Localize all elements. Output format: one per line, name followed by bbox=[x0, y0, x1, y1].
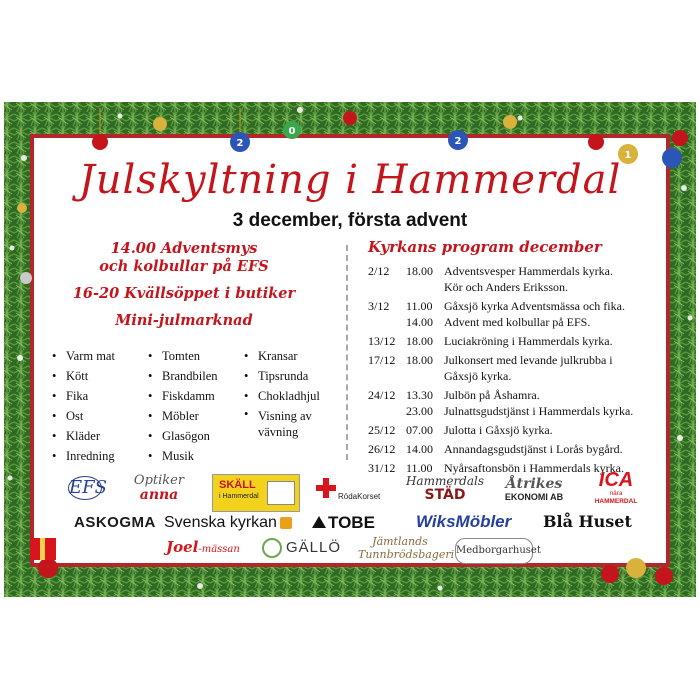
highlight-line: 14.00 Adventsmys bbox=[110, 240, 258, 257]
schedule-text: Gåxsjö kyrka Adventsmässa och fika. bbox=[444, 299, 625, 313]
schedule-text: Gåxsjö kyrka. bbox=[444, 369, 512, 383]
schedule-time: 18.00 bbox=[406, 264, 433, 278]
market-list bbox=[52, 346, 115, 466]
schedule-row bbox=[368, 403, 658, 419]
skall-logo: SKÄLL i Hammerdal bbox=[212, 474, 300, 512]
list-item: • Tipsrunda bbox=[244, 369, 309, 383]
church-schedule bbox=[368, 263, 658, 476]
schedule-date bbox=[368, 314, 406, 330]
schedule-time: 11.00 bbox=[406, 299, 433, 313]
schedule-date: 31/12 bbox=[368, 461, 396, 475]
event-highlights bbox=[38, 240, 330, 330]
crown-icon bbox=[280, 517, 292, 529]
list-item: • Tomten bbox=[148, 349, 201, 363]
schedule-row bbox=[368, 384, 658, 403]
schedule-date bbox=[368, 403, 406, 419]
schedule-text: Luciakröning i Hammerdals kyrka. bbox=[444, 334, 613, 348]
schedule-date: 3/12 bbox=[368, 299, 390, 313]
schedule-row bbox=[368, 419, 658, 438]
schedule-text: Annandagsgudstjänst i Lorås bygård. bbox=[444, 442, 623, 456]
schedule-date: 24/12 bbox=[368, 388, 396, 402]
triangle-icon bbox=[312, 516, 326, 528]
schedule-text: Julbön på Åshamra. bbox=[444, 388, 540, 402]
schedule-row bbox=[368, 263, 658, 279]
schedule-time: 07.00 bbox=[406, 423, 433, 437]
list-item: • Visning av vävning bbox=[244, 407, 312, 439]
ornament-digit: 2 bbox=[454, 136, 462, 147]
schedule-date: 17/12 bbox=[368, 353, 396, 367]
schedule-row bbox=[368, 349, 658, 368]
schedule-time: 14.00 bbox=[406, 315, 433, 329]
atrikes-ekonomi-logo: Åtrikes EKONOMI AB bbox=[504, 476, 564, 502]
market-list bbox=[244, 346, 344, 442]
ball-icon bbox=[262, 538, 282, 558]
list-item: • Ost bbox=[52, 409, 84, 423]
schedule-time: 18.00 bbox=[406, 353, 433, 367]
schedule-time: 13.30 bbox=[406, 388, 433, 402]
schedule-row bbox=[368, 295, 658, 314]
red-cross-icon bbox=[316, 478, 336, 498]
schedule-row bbox=[368, 279, 658, 295]
joel-massan-logo: Joel-mässan bbox=[166, 538, 240, 556]
list-item: • Glasögon bbox=[148, 429, 210, 443]
schedule-text: Julkonsert med levande julkrubba i bbox=[444, 353, 613, 367]
schedule-date: 25/12 bbox=[368, 423, 396, 437]
schedule-time: 11.00 bbox=[406, 461, 433, 475]
list-item: • Brandbilen bbox=[148, 369, 218, 383]
schedule-row bbox=[368, 330, 658, 349]
ornament-digit: 1 bbox=[624, 150, 632, 161]
list-item: • Varm mat bbox=[52, 349, 115, 363]
schedule-text: Julotta i Gåxsjö kyrka. bbox=[444, 423, 553, 437]
highlight-line: och kolbullar på EFS bbox=[99, 258, 269, 275]
jamtlands-tunnbrodsbageri-logo: Jämtlands Tunnbrödsbageri bbox=[358, 535, 455, 561]
schedule-text: Nyårsaftonsbön i Hammerdals kyrka. bbox=[444, 461, 624, 475]
gallo-logo: GÄLLÖ bbox=[262, 538, 341, 558]
list-item: • Kransar bbox=[244, 349, 298, 363]
schedule-date: 13/12 bbox=[368, 334, 396, 348]
svenska-kyrkan-logo: Svenska kyrkan bbox=[164, 514, 292, 532]
schedule-text: Adventsvesper Hammerdals kyrka. bbox=[444, 264, 613, 278]
ornament-digit: 2 bbox=[236, 138, 244, 149]
askogma-logo: ASKOGMA bbox=[74, 514, 156, 531]
medborgarhuset-logo: Medborgarhuset bbox=[455, 538, 533, 564]
schedule-text: Julnattsgudstjänst i Hammerdals kyrka. bbox=[444, 404, 634, 418]
schedule-time: 14.00 bbox=[406, 442, 433, 456]
highlight-line: Mini-julmarknad bbox=[115, 312, 253, 329]
poster-subtitle: 3 december, första advent bbox=[232, 210, 468, 231]
schedule-row bbox=[368, 314, 658, 330]
schedule-date bbox=[368, 279, 406, 295]
schedule-time bbox=[406, 368, 444, 384]
list-item: • Kött bbox=[52, 369, 89, 383]
market-list bbox=[148, 346, 218, 466]
wiks-mobler-logo: WiksMöbler bbox=[416, 512, 512, 531]
schedule-row bbox=[368, 438, 658, 457]
highlight-line: 16-20 Kvällsöppet i butiker bbox=[72, 285, 296, 302]
schedule-time bbox=[406, 279, 444, 295]
list-item: • Chokladhjul bbox=[244, 389, 320, 403]
ornament-digit: 0 bbox=[288, 126, 296, 137]
schedule-text: Kör och Anders Eriksson. bbox=[444, 280, 568, 294]
bla-huset-logo: Blå Huset bbox=[543, 512, 632, 531]
efs-logo: EFS bbox=[69, 477, 107, 498]
schedule-time: 18.00 bbox=[406, 334, 433, 348]
list-item: • Kläder bbox=[52, 429, 101, 443]
schedule-row bbox=[368, 368, 658, 384]
list-item: • Fika bbox=[52, 389, 89, 403]
schedule-date bbox=[368, 368, 406, 384]
tobe-logo: TOBE bbox=[312, 513, 375, 533]
list-item: • Fiskdamm bbox=[148, 389, 215, 403]
list-item: • Inredning bbox=[52, 449, 115, 463]
poster: 2 0 2 1 Julskyltning i Hammerdal 3 december, första advent 14.00 Adventsmys och kolbullar på EFS 16-20 Kvällsöppet i butiker Mini-julmarknad • Varm mat • Kött • Fika • Ost • Kläder • Inredning • Tomten • Brandbilen • Fiskdamm • Möbler • Glasögon • Musik • Kransar • Tipsrunda • Chokladhjul • Visning av vävning Kyrkans program december 2/12 18.00 Adventsvesper Hammerdals kyrka. Kör och Anders Eriksson. 3/12 11.00 Gåxsjö kyrka Adventsmässa och fika. 14.00 Advent med kolbullar på EFS. 13/12 18.00 Luciakröning i Hammerdals kyrka. 17/12 18.00 Julkonsert med levande julkrubba i Gåxsjö kyrka. 24/12 13.30 Julbön på Åshamra. 23.00 Julnattsgudstjänst i Hammerdals kyrka. 25/12 07.00 Julotta i Gåxsjö kyrka. 26/12 14.00 Annandagsgudstjänst i Lorås bygård. 31/12 11.00 Nyårsaftonsbön i Hammerdals kyrka. EFS Optiker anna SKÄLL i Hammerdal RödaKorset Hammerdals STÄD Åtrikes EKONOMI AB ICA nära HAMMERDAL ASKOGMA Svenska kyrkan TOBE WiksMöbler Blå Huset Joel-mässan GÄLLÖ Jämtlands Tunnbrödsbageri Medborgarhuset bbox=[0, 98, 700, 601]
poster-title: Julskyltning i Hammerdal bbox=[78, 157, 622, 203]
list-item: • Möbler bbox=[148, 409, 199, 423]
schedule-date: 2/12 bbox=[368, 264, 390, 278]
schedule-time: 23.00 bbox=[406, 404, 433, 418]
schedule-date: 26/12 bbox=[368, 442, 396, 456]
column-divider bbox=[346, 245, 348, 460]
church-program-heading: Kyrkans program december bbox=[368, 238, 602, 256]
hammerdals-stad-logo: Hammerdals STÄD bbox=[405, 474, 485, 503]
schedule-text: Advent med kolbullar på EFS. bbox=[444, 315, 591, 329]
ica-nara-logo: ICA nära HAMMERDAL bbox=[594, 469, 638, 505]
optiker-anna-logo: Optiker anna bbox=[133, 473, 185, 503]
list-item: • Musik bbox=[148, 449, 194, 463]
